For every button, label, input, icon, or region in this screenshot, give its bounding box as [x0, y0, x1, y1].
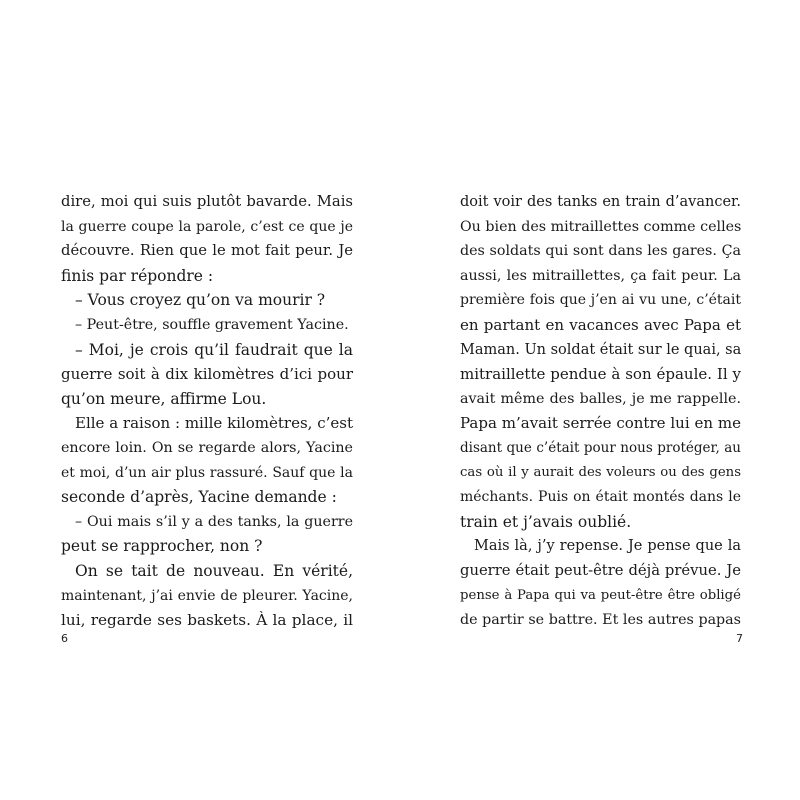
text-line: seconde d’après, Yacine demande :: [61, 488, 337, 507]
text-line: des soldats qui sont dans les gares. Ça: [460, 243, 741, 260]
text-line: de partir se battre. Et les autres papas: [460, 612, 741, 629]
page-number: 7: [736, 632, 743, 645]
page-number: 6: [61, 632, 68, 645]
text-line: guerre soit à dix kilomètres d’ici pour: [61, 365, 353, 384]
text-line: mitraillette pendue à son épaule. Il y: [460, 365, 741, 384]
text-line: – Moi, je crois qu’il faudrait que la: [75, 340, 353, 359]
text-line: – Peut-être, souffle gravement Yacine.: [75, 316, 349, 333]
text-line: finis par répondre :: [61, 266, 214, 285]
right-page-text: [460, 190, 741, 633]
text-line: dire, moi qui suis plutôt bavarde. Mais: [61, 193, 353, 210]
text-line: pense à Papa qui va peut-être être obligé: [460, 587, 741, 603]
text-line: peut se rapprocher, non ?: [61, 537, 263, 556]
text-line: On se tait de nouveau. En vérité,: [75, 561, 353, 580]
text-line: Elle a raison : mille kilomètres, c’est: [75, 414, 353, 433]
text-line: méchants. Puis on était montés dans le: [460, 489, 741, 506]
text-line: lui, regarde ses baskets. À la place, il: [61, 611, 353, 630]
text-line: – Oui mais s’il y a des tanks, la guerre: [75, 513, 353, 530]
left-page-text: [61, 190, 353, 633]
text-line: avait même des balles, je me rappelle.: [460, 390, 741, 407]
text-line: – Vous croyez qu’on va mourir ?: [75, 291, 326, 310]
text-line: guerre était peut-être déjà prévue. Je: [460, 561, 741, 579]
text-line: encore loin. On se regarde alors, Yacine: [61, 439, 353, 456]
text-line: Mais là, j’y repense. Je pense que la: [474, 538, 741, 555]
text-line: découvre. Rien que le mot fait peur. Je: [61, 242, 353, 260]
text-line: Ou bien des mitraillettes comme celles: [460, 218, 742, 235]
text-line: train et j’avais oublié.: [460, 512, 632, 531]
text-line: qu’on meure, affirme Lou.: [61, 389, 267, 408]
text-line: et moi, d’un air plus rassuré. Sauf que la: [61, 464, 353, 481]
text-line: maintenant, j’ai envie de pleurer. Yacine,: [61, 587, 353, 604]
text-line: première fois que j’en ai vu une, c’était: [460, 292, 741, 309]
right-page: [400, 0, 800, 800]
text-line: cas où il y aurait des voleurs ou des gens: [460, 464, 741, 480]
text-line: en partant en vacances avec Papa et: [460, 315, 741, 334]
text-line: Maman. Un soldat était sur le quai, sa: [460, 341, 742, 358]
text-line: Papa m’avait serrée contre lui en me: [460, 414, 741, 433]
text-line: aussi, les mitraillettes, ça fait peur. La: [460, 267, 741, 284]
text-line: la guerre coupe la parole, c’est ce que je: [61, 218, 353, 235]
text-line: doit voir des tanks en train d’avancer.: [460, 194, 741, 210]
text-line: disant que c’était pour nous protéger, au: [460, 439, 741, 456]
